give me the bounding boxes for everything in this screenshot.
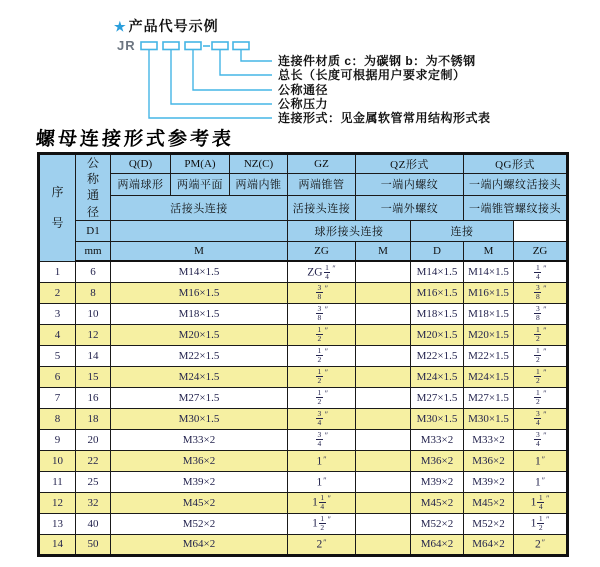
- serial-cell: 2: [39, 282, 76, 303]
- qg-m-cell: M39×2: [464, 471, 514, 492]
- code-box-5: [233, 42, 249, 50]
- qg-zg-cell: $\frac{3}{8}$ ″: [514, 282, 568, 303]
- m-cell: M14×1.5: [111, 261, 288, 282]
- m-cell: M45×2: [111, 492, 288, 513]
- dn-cell: 20: [76, 429, 111, 450]
- qg-zg-cell: $\frac{3}{4}$ ″: [514, 408, 568, 429]
- code-box-1: [141, 42, 157, 50]
- qz-m-cell: [356, 408, 411, 429]
- serial-cell: 5: [39, 345, 76, 366]
- dn-cell: 14: [76, 345, 111, 366]
- serial-cell: 3: [39, 303, 76, 324]
- qz-d-cell: M36×2: [411, 450, 464, 471]
- header-unit-qz-d: D: [411, 241, 464, 261]
- qz-d-cell: M39×2: [411, 471, 464, 492]
- dn-cell: 15: [76, 366, 111, 387]
- gz-zg-cell: $\frac{1}{2}$ ″: [288, 387, 356, 408]
- qz-d-cell: M16×1.5: [411, 282, 464, 303]
- qg-zg-cell: $\frac{3}{4}$ ″: [514, 429, 568, 450]
- table-row: [39, 471, 568, 492]
- header-spacer: [111, 220, 288, 241]
- gz-zg-cell: ZG $\frac{1}{4}$ ″: [288, 261, 356, 282]
- m-cell: M18×1.5: [111, 303, 288, 324]
- header-unit-zg: ZG: [288, 241, 356, 261]
- header-pm-desc: 两端平面: [171, 173, 230, 196]
- qz-m-cell: [356, 366, 411, 387]
- dn-cell: 22: [76, 450, 111, 471]
- qz-m-cell: [356, 471, 411, 492]
- gz-zg-cell: $\frac{3}{4}$ ″: [288, 429, 356, 450]
- dn-cell: 16: [76, 387, 111, 408]
- table-row: [39, 408, 568, 429]
- diagram-title: [114, 16, 219, 36]
- qg-m-cell: M20×1.5: [464, 324, 514, 345]
- header-unit-qz-m: M: [356, 241, 411, 261]
- serial-cell: 11: [39, 471, 76, 492]
- qg-zg-cell: $\frac{1}{2}$ ″: [514, 387, 568, 408]
- table-row: [39, 387, 568, 408]
- gz-zg-cell: 1 $\frac{1}{2}$ ″: [288, 513, 356, 534]
- qz-d-cell: M20×1.5: [411, 324, 464, 345]
- header-serial: 序号: [39, 154, 76, 262]
- header-gz-row3: 活接头连接: [288, 196, 356, 221]
- qz-d-cell: M52×2: [411, 513, 464, 534]
- qz-d-cell: M14×1.5: [411, 261, 464, 282]
- table-row: [39, 282, 568, 303]
- gz-zg-cell: $\frac{3}{8}$ ″: [288, 282, 356, 303]
- qg-zg-cell: 1″: [514, 471, 568, 492]
- serial-cell: 10: [39, 450, 76, 471]
- dn-cell: 40: [76, 513, 111, 534]
- qg-m-cell: M33×2: [464, 429, 514, 450]
- code-prefix: JR: [117, 38, 136, 53]
- serial-cell: 7: [39, 387, 76, 408]
- qg-m-cell: M14×1.5: [464, 261, 514, 282]
- serial-cell: 1: [39, 261, 76, 282]
- table-row: [39, 303, 568, 324]
- qg-m-cell: M18×1.5: [464, 303, 514, 324]
- table-title: 螺母连接形式参考表: [35, 129, 235, 150]
- header-qz-row3: 一端外螺纹: [356, 196, 464, 221]
- qz-m-cell: [356, 492, 411, 513]
- dn-cell: 32: [76, 492, 111, 513]
- qg-m-cell: M45×2: [464, 492, 514, 513]
- qz-m-cell: [356, 324, 411, 345]
- code-label-connection: 连接形式：见金属软管常用结构形式表: [278, 111, 491, 125]
- qg-zg-cell: $\frac{3}{8}$ ″: [514, 303, 568, 324]
- header-unit-m: M: [111, 241, 288, 261]
- table-row: [39, 324, 568, 345]
- header-gz: GZ: [288, 154, 356, 174]
- code-box-2: [163, 42, 179, 50]
- diagram-title-text: 产品代号示例: [128, 18, 219, 34]
- m-cell: M22×1.5: [111, 345, 288, 366]
- qg-zg-cell: 1 $\frac{1}{2}$ ″: [514, 513, 568, 534]
- gz-zg-cell: $\frac{1}{2}$ ″: [288, 366, 356, 387]
- gz-zg-cell: $\frac{1}{2}$ ″: [288, 324, 356, 345]
- code-label-material: 连接件材质 c：为碳钢 b：为不锈钢: [278, 54, 476, 68]
- m-cell: M16×1.5: [111, 282, 288, 303]
- dn-cell: 12: [76, 324, 111, 345]
- qg-zg-cell: 1 $\frac{1}{4}$ ″: [514, 492, 568, 513]
- m-cell: M52×2: [111, 513, 288, 534]
- qz-m-cell: [356, 534, 411, 555]
- table-row: [39, 492, 568, 513]
- header-unit-qg-zg: ZG: [514, 241, 568, 261]
- qg-m-cell: M16×1.5: [464, 282, 514, 303]
- serial-cell: 12: [39, 492, 76, 513]
- m-cell: M33×2: [111, 429, 288, 450]
- qg-zg-cell: $\frac{1}{4}$ ″: [514, 261, 568, 282]
- table-row: [39, 345, 568, 366]
- nut-connection-table: [37, 152, 569, 557]
- qz-m-cell: [356, 261, 411, 282]
- table-row: [39, 513, 568, 534]
- qz-d-cell: M64×2: [411, 534, 464, 555]
- qg-zg-cell: 2″: [514, 534, 568, 555]
- m-cell: M27×1.5: [111, 387, 288, 408]
- star-icon: ★: [114, 19, 127, 34]
- header-qg-desc: 一端内螺纹活接头: [464, 173, 568, 196]
- qg-zg-cell: $\frac{1}{2}$ ″: [514, 324, 568, 345]
- serial-cell: 9: [39, 429, 76, 450]
- gz-zg-cell: 1″: [288, 471, 356, 492]
- qz-d-cell: M45×2: [411, 492, 464, 513]
- code-label-pressure: 公称压力: [278, 97, 329, 111]
- header-qg: QG形式: [464, 154, 568, 174]
- code-label-length: 总长（长度可根据用户要求定制）: [278, 68, 466, 82]
- serial-cell: 14: [39, 534, 76, 555]
- m-cell: M20×1.5: [111, 324, 288, 345]
- header-dn: 公称通径: [76, 154, 111, 221]
- qz-m-cell: [356, 282, 411, 303]
- qg-zg-cell: $\frac{1}{2}$ ″: [514, 366, 568, 387]
- header-left-row3: 活接头连接: [111, 196, 288, 221]
- qz-m-cell: [356, 303, 411, 324]
- dn-cell: 6: [76, 261, 111, 282]
- m-cell: M24×1.5: [111, 366, 288, 387]
- qz-m-cell: [356, 450, 411, 471]
- table-row: [39, 429, 568, 450]
- qz-d-cell: M27×1.5: [411, 387, 464, 408]
- qg-zg-cell: $\frac{1}{2}$ ″: [514, 345, 568, 366]
- qz-d-cell: M30×1.5: [411, 408, 464, 429]
- code-box-4: [212, 42, 228, 50]
- m-cell: M36×2: [111, 450, 288, 471]
- qg-m-cell: M22×1.5: [464, 345, 514, 366]
- table-row: [39, 261, 568, 282]
- qg-m-cell: M64×2: [464, 534, 514, 555]
- m-cell: M64×2: [111, 534, 288, 555]
- header-qg-row4: 连接: [411, 220, 514, 241]
- code-box-3: [185, 42, 201, 50]
- serial-cell: 4: [39, 324, 76, 345]
- header-nz-desc: 两端内锥: [230, 173, 288, 196]
- serial-cell: 13: [39, 513, 76, 534]
- qz-d-cell: M33×2: [411, 429, 464, 450]
- gz-zg-cell: $\frac{3}{4}$ ″: [288, 408, 356, 429]
- gz-zg-cell: $\frac{3}{8}$ ″: [288, 303, 356, 324]
- qz-m-cell: [356, 429, 411, 450]
- gz-zg-cell: 2″: [288, 534, 356, 555]
- dn-cell: 18: [76, 408, 111, 429]
- qz-d-cell: M24×1.5: [411, 366, 464, 387]
- table-row: [39, 450, 568, 471]
- qz-m-cell: [356, 387, 411, 408]
- qz-m-cell: [356, 513, 411, 534]
- qz-m-cell: [356, 345, 411, 366]
- serial-cell: 6: [39, 366, 76, 387]
- dn-cell: 50: [76, 534, 111, 555]
- qz-d-cell: M18×1.5: [411, 303, 464, 324]
- qg-m-cell: M36×2: [464, 450, 514, 471]
- m-cell: M30×1.5: [111, 408, 288, 429]
- header-qz: QZ形式: [356, 154, 464, 174]
- qz-d-cell: M22×1.5: [411, 345, 464, 366]
- qg-zg-cell: 1″: [514, 450, 568, 471]
- header-q-desc: 两端球形: [111, 173, 171, 196]
- header-unit-qg-m: M: [464, 241, 514, 261]
- qg-m-cell: M30×1.5: [464, 408, 514, 429]
- header-unit-mm: mm: [76, 241, 111, 261]
- table-row: [39, 534, 568, 555]
- header-qz-desc: 一端内螺纹: [356, 173, 464, 196]
- gz-zg-cell: 1 $\frac{1}{4}$ ″: [288, 492, 356, 513]
- header-d1: D1: [76, 220, 111, 241]
- dn-cell: 10: [76, 303, 111, 324]
- gz-zg-cell: $\frac{1}{2}$ ″: [288, 345, 356, 366]
- dn-cell: 8: [76, 282, 111, 303]
- qg-m-cell: M24×1.5: [464, 366, 514, 387]
- header-qg-row3: 一端锥管螺纹接头: [464, 196, 568, 221]
- qg-m-cell: M27×1.5: [464, 387, 514, 408]
- m-cell: M39×2: [111, 471, 288, 492]
- gz-zg-cell: 1″: [288, 450, 356, 471]
- header-qz-row4: 球形接头连接: [288, 220, 411, 241]
- header-gz-desc: 两端锥管: [288, 173, 356, 196]
- table-row: [39, 366, 568, 387]
- code-label-diameter: 公称通径: [278, 83, 329, 97]
- dn-cell: 25: [76, 471, 111, 492]
- header-pm: PM(A): [171, 154, 230, 174]
- serial-cell: 8: [39, 408, 76, 429]
- header-nz: NZ(C): [230, 154, 288, 174]
- header-q: Q(D): [111, 154, 171, 174]
- qg-m-cell: M52×2: [464, 513, 514, 534]
